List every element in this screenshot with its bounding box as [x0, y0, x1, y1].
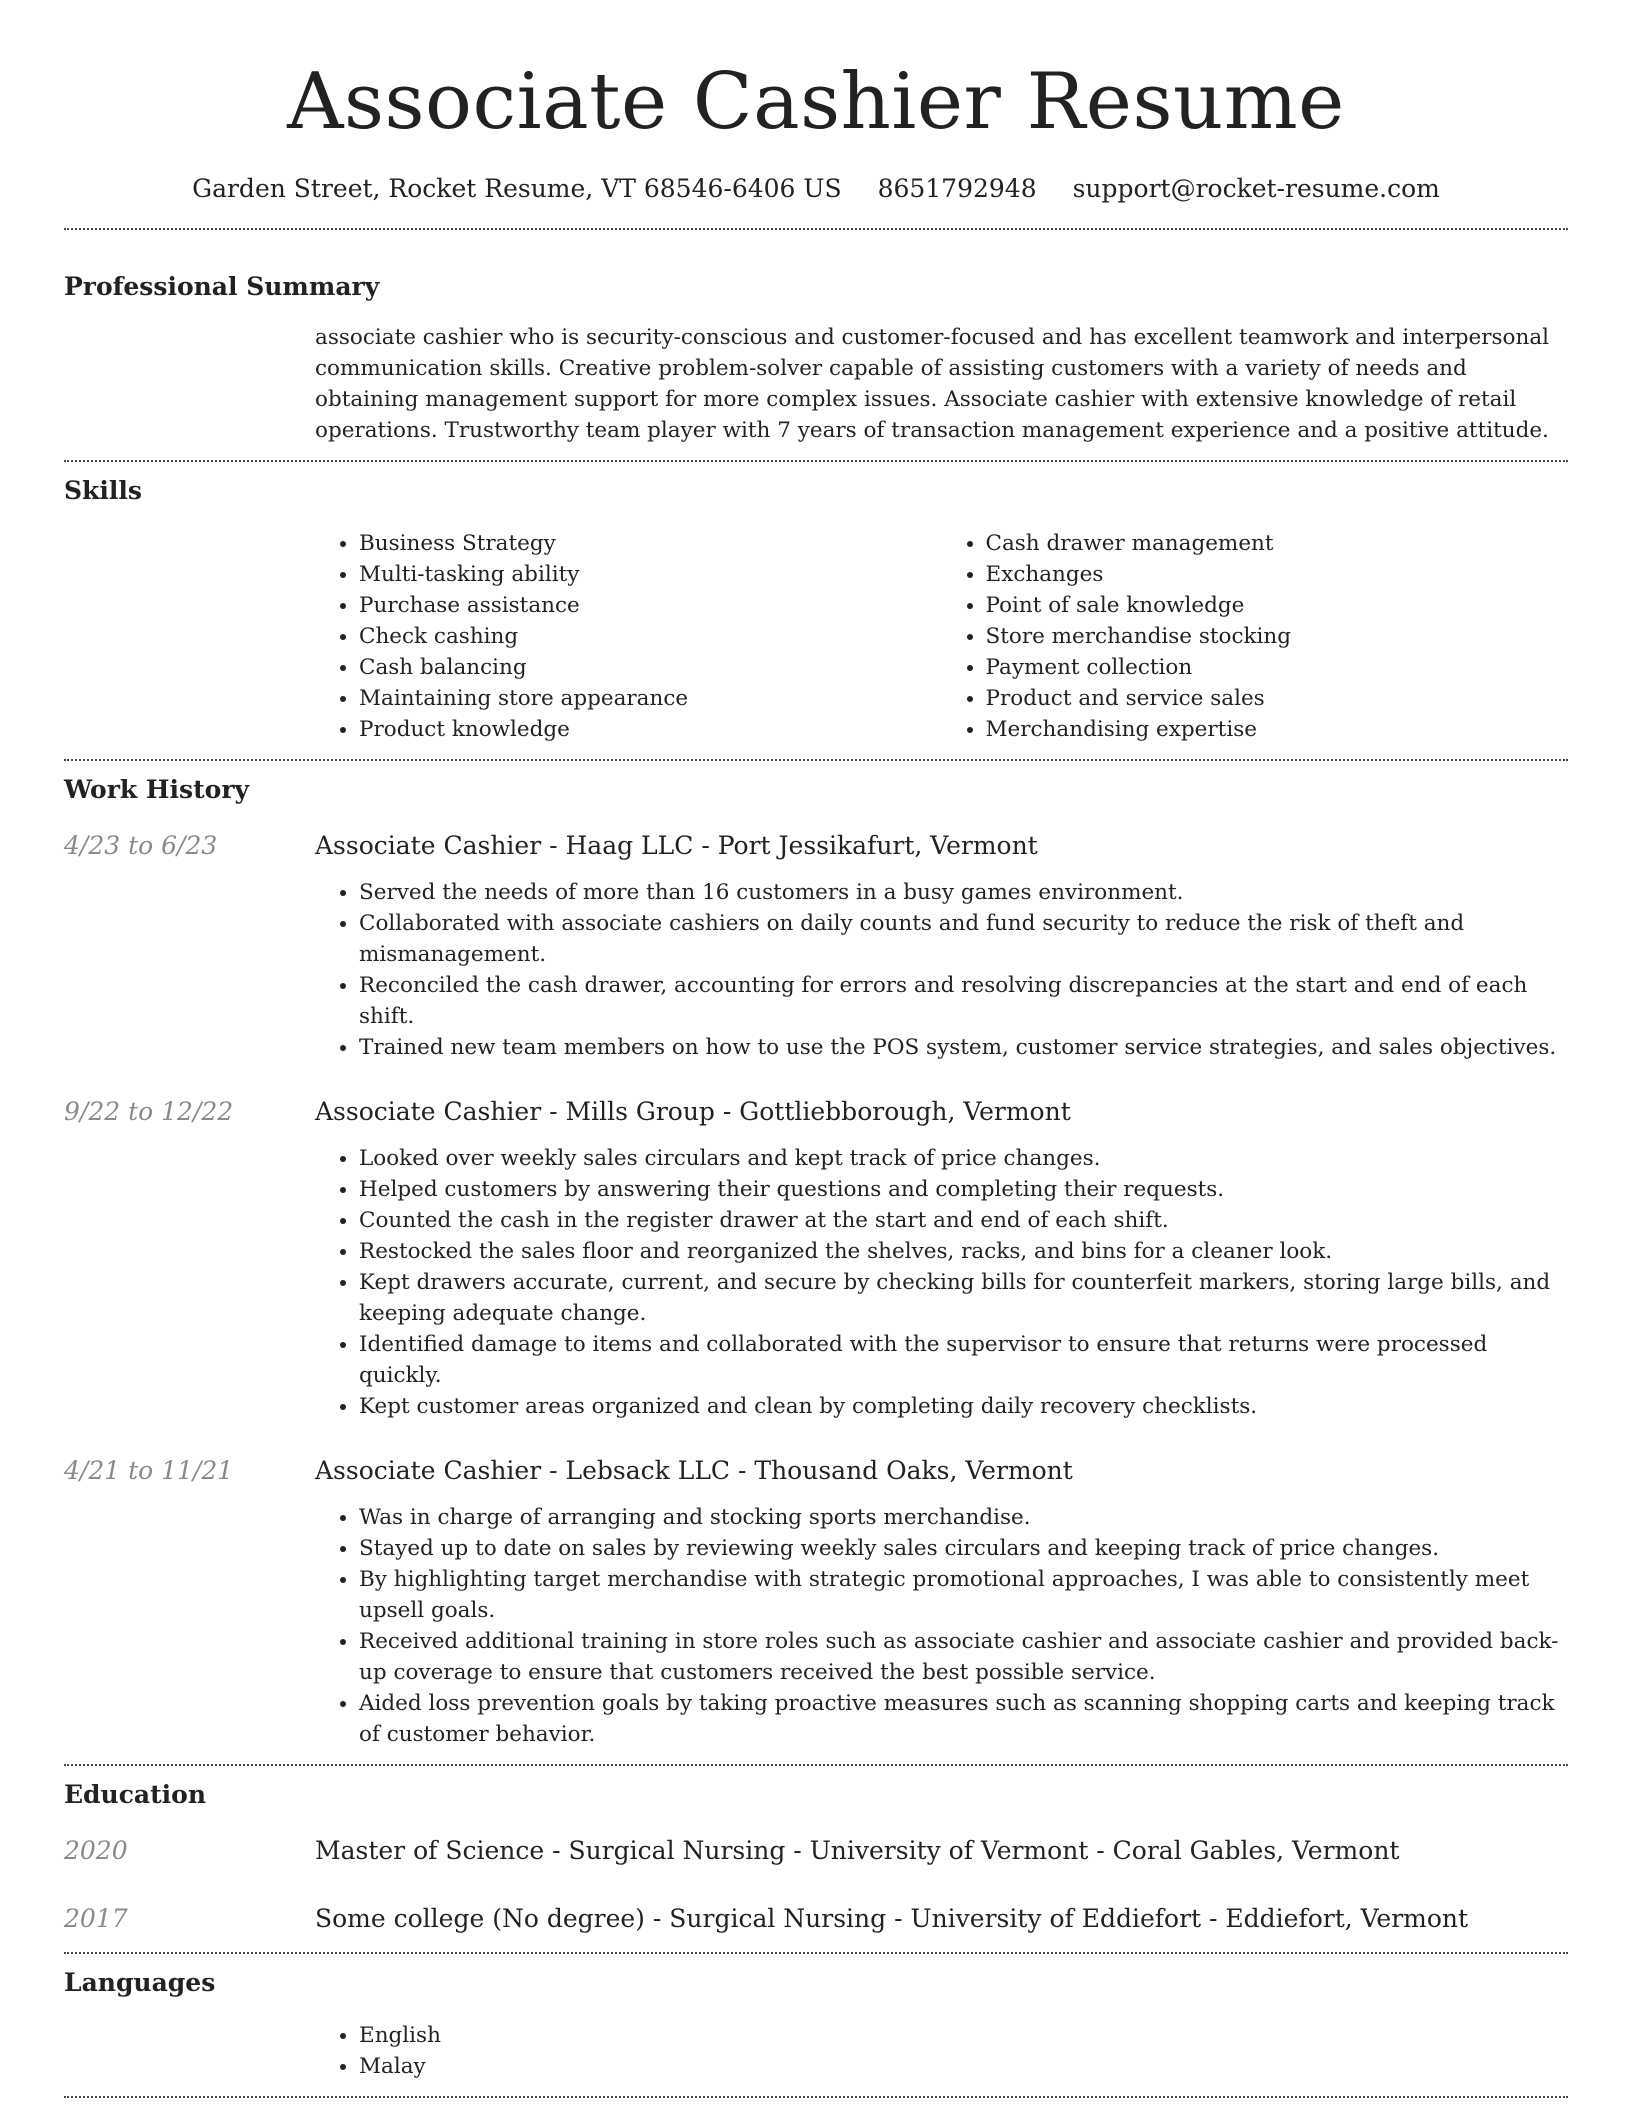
job-bullet: • Looked over weekly sales circulars and kept track of price changes. — [359, 1143, 1568, 1174]
education-entry — [64, 1834, 1568, 1868]
divider — [64, 460, 1568, 462]
skill-item: • Cash drawer management — [986, 528, 1569, 559]
skill-item: • Multi-tasking ability — [359, 559, 942, 590]
divider — [64, 1764, 1568, 1766]
education-detail: Master of Science - Surgical Nursing - University of Vermont - Coral Gables, Vermont — [315, 1836, 1400, 1865]
job-bullet: • Reconciled the cash drawer, accounting for errors and resolving discrepancies at the start and end of each shift. — [359, 970, 1568, 1032]
skill-item: • Product and service sales — [986, 683, 1569, 714]
section-title-skills: Skills — [64, 476, 142, 505]
skills-grid — [315, 528, 1568, 745]
job-dates: 4/21 to 11/21 — [64, 1456, 234, 1485]
skill-item: • Cash balancing — [359, 652, 942, 683]
divider — [64, 2096, 1568, 2098]
job-title: Associate Cashier - Mills Group - Gottliebborough, Vermont — [315, 1097, 1071, 1126]
job-details — [315, 877, 1568, 1063]
resume-title: Associate Cashier Resume — [287, 57, 1345, 147]
skills-section — [64, 474, 1568, 745]
section-title-education: Education — [64, 1780, 207, 1809]
skill-item: • Business Strategy — [359, 528, 942, 559]
job-bullet: • Identified damage to items and collaborated with the supervisor to ensure that returns were processed quickly. — [359, 1329, 1568, 1391]
skills-list-left — [315, 528, 942, 745]
languages-list — [315, 2020, 1568, 2082]
section-title-languages: Languages — [64, 1968, 216, 1997]
job-bullet: • Trained new team members on how to use the POS system, customer service strategies, and sales objectives. — [359, 1032, 1568, 1063]
job-bullets — [315, 1143, 1568, 1422]
job-bullets — [315, 1502, 1568, 1750]
section-title-work: Work History — [64, 775, 250, 804]
job-header — [64, 829, 1568, 863]
job-bullet: • Restocked the sales floor and reorganized the shelves, racks, and bins for a cleaner look. — [359, 1236, 1568, 1267]
job-details — [315, 1143, 1568, 1422]
job-bullet: • Stayed up to date on sales by reviewing weekly sales circulars and keeping track of price changes. — [359, 1533, 1568, 1564]
language-item: • English — [359, 2020, 1568, 2051]
job-bullet: • Received additional training in store roles such as associate cashier and associate cashier and provided back-up coverage to ensure that customers received the best possible service. — [359, 1626, 1568, 1688]
job-bullet: • Was in charge of arranging and stocking sports merchandise. — [359, 1502, 1568, 1533]
divider — [64, 1952, 1568, 1954]
language-item: • Malay — [359, 2051, 1568, 2082]
job-dates: 9/22 to 12/22 — [64, 1097, 234, 1126]
job-bullet: • Counted the cash in the register drawer at the start and end of each shift. — [359, 1205, 1568, 1236]
summary-text: associate cashier who is security-conscious and customer-focused and has excellent teamwork and interpersonal communication skills. Creative problem-solver capable of assisting customers with a variety of needs and obtaining management support for more complex issues. Associate cashier with extensive knowledge of retail operations. Trustworthy team player with 7 years of transaction management experience and a positive attitude. — [315, 325, 1550, 443]
section-title-summary: Professional Summary — [64, 272, 380, 301]
skill-item: • Merchandising expertise — [986, 714, 1569, 745]
divider — [64, 759, 1568, 761]
job-header — [64, 1095, 1568, 1129]
education-entry — [64, 1902, 1568, 1936]
job-bullet: • Aided loss prevention goals by taking proactive measures such as scanning shopping carts and keeping track of customer behavior. — [359, 1688, 1568, 1750]
divider — [64, 228, 1568, 230]
job-header — [64, 1454, 1568, 1488]
skill-item: • Store merchandise stocking — [986, 621, 1569, 652]
skill-item: • Maintaining store appearance — [359, 683, 942, 714]
skill-item: • Point of sale knowledge — [986, 590, 1569, 621]
job-entry — [64, 829, 1568, 1063]
education-year: 2020 — [64, 1836, 128, 1865]
skill-item: • Payment collection — [986, 652, 1569, 683]
skill-item: • Product knowledge — [359, 714, 942, 745]
job-bullet: • Served the needs of more than 16 customers in a busy games environment. — [359, 877, 1568, 908]
education-section — [64, 1778, 1568, 1936]
job-bullet: • Kept drawers accurate, current, and secure by checking bills for counterfeit markers, storing large bills, and keeping adequate change. — [359, 1267, 1568, 1329]
job-bullets — [315, 877, 1568, 1063]
contact-phone: 8651792948 — [877, 174, 1037, 203]
job-bullet: • Kept customer areas organized and clean by completing daily recovery checklists. — [359, 1391, 1568, 1422]
contact-address: Garden Street, Rocket Resume, VT 68546-6406 US — [192, 174, 842, 203]
job-bullet: • Helped customers by answering their questions and completing their requests. — [359, 1174, 1568, 1205]
contact-email: support@rocket-resume.com — [1072, 174, 1440, 203]
skill-item: • Purchase assistance — [359, 590, 942, 621]
languages-section — [64, 1966, 1568, 2082]
job-bullet: • By highlighting target merchandise with strategic promotional approaches, I was able to consistently meet upsell goals. — [359, 1564, 1568, 1626]
education-detail: Some college (No degree) - Surgical Nursing - University of Eddiefort - Eddiefort, Vermont — [315, 1904, 1469, 1933]
skills-list-right — [942, 528, 1569, 745]
job-entry — [64, 1454, 1568, 1750]
languages-body — [315, 2020, 1568, 2082]
skill-item: • Exchanges — [986, 559, 1569, 590]
job-details — [315, 1502, 1568, 1750]
skill-item: • Check cashing — [359, 621, 942, 652]
job-title: Associate Cashier - Haag LLC - Port Jessikafurt, Vermont — [315, 831, 1038, 860]
job-bullet: • Collaborated with associate cashiers on daily counts and fund security to reduce the risk of theft and mismanagement. — [359, 908, 1568, 970]
work-section — [64, 773, 1568, 1750]
job-dates: 4/23 to 6/23 — [64, 831, 218, 860]
education-year: 2017 — [64, 1904, 128, 1933]
contact-line — [64, 172, 1568, 206]
summary-section — [64, 270, 1568, 446]
job-entry — [64, 1095, 1568, 1422]
job-title: Associate Cashier - Lebsack LLC - Thousand Oaks, Vermont — [315, 1456, 1073, 1485]
